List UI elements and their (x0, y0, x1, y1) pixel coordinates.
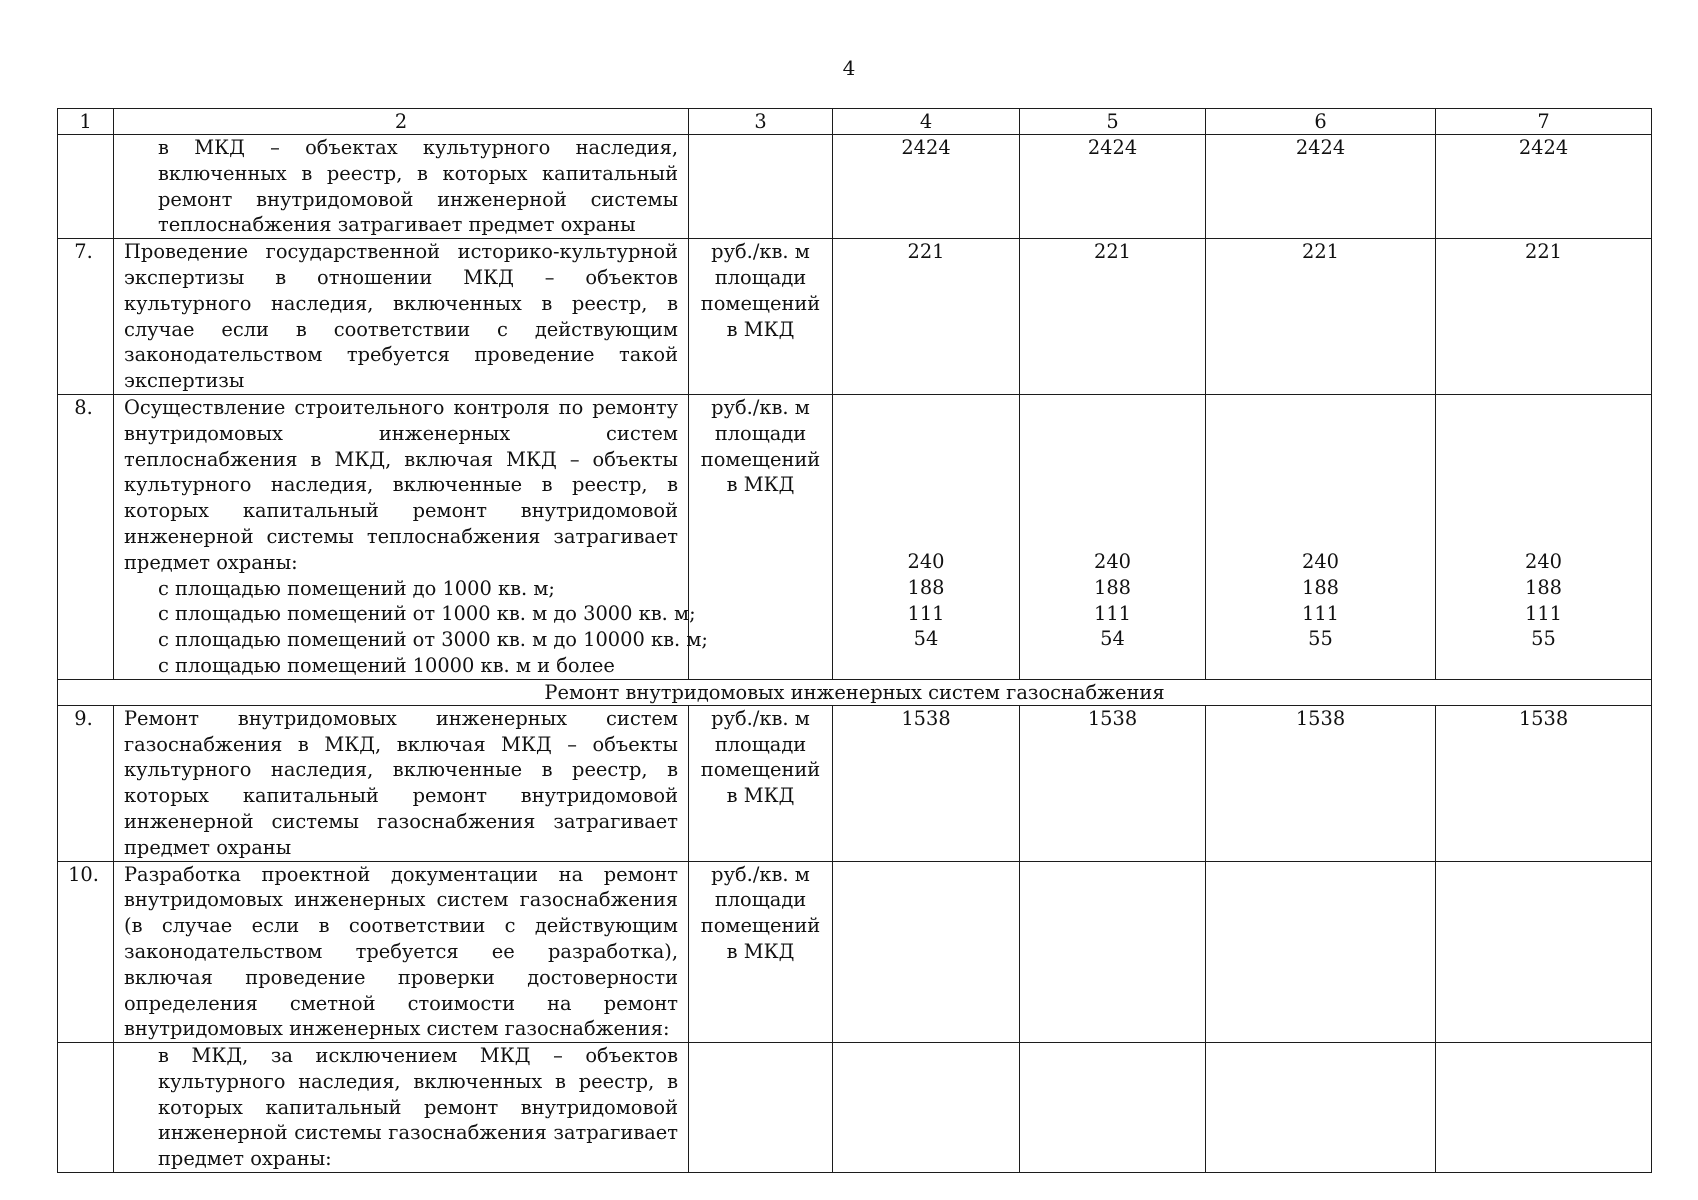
value-cell: 221 (1020, 239, 1206, 395)
value-cell: 55 (1531, 627, 1556, 651)
row-unit (689, 1043, 833, 1173)
value-cell (833, 861, 1020, 1043)
value-cell: 188 (1524, 575, 1562, 599)
value-cell: 1538 (1020, 705, 1206, 861)
header-cell: 3 (689, 109, 833, 135)
value-cell: 2424 (1436, 135, 1652, 239)
header-cell: 4 (833, 109, 1020, 135)
value-cell: 188 (1093, 575, 1131, 599)
table-row (58, 705, 1652, 861)
value-cell (1206, 1043, 1436, 1173)
value-cell (1436, 861, 1652, 1043)
table-row (58, 394, 1652, 679)
row-unit: руб./кв. м площади помещений в МКД (689, 861, 833, 1043)
rates-table (57, 108, 1652, 1173)
row-description: в МКД, за исключением МКД – объектов культурного наследия, включенных в реестр, в которых капитальный ремонт внутридомовой инженерной системы газоснабжения затрагивает предмет охраны: (114, 1043, 689, 1173)
value-cell: 111 (1524, 601, 1562, 625)
value-cell: 1538 (1436, 705, 1652, 861)
row-description-cell (114, 394, 708, 679)
value-cell: 240 (1301, 549, 1339, 573)
row-number: 9. (58, 705, 114, 861)
table-row (58, 861, 1652, 1043)
row-unit: руб./кв. м площади помещений в МКД (689, 394, 833, 679)
section-heading: Ремонт внутридомовых инженерных систем газоснабжения (58, 679, 1652, 705)
row-number: 7. (58, 239, 114, 395)
header-cell: 2 (114, 109, 689, 135)
row-unit (689, 135, 833, 239)
sub-item-label: с площадью помещений от 3000 кв. м до 10000 кв. м; (158, 628, 708, 652)
sub-item-label: с площадью помещений 10000 кв. м и более (158, 653, 615, 677)
value-cell: 240 (1093, 549, 1131, 573)
sub-item-label: с площадью помещений от 1000 кв. м до 3000 кв. м; (158, 602, 696, 626)
value-cell: 221 (1206, 239, 1436, 395)
header-cell: 7 (1436, 109, 1652, 135)
value-cell (1020, 1043, 1206, 1173)
value-cell: 1538 (1206, 705, 1436, 861)
table-row (58, 135, 1652, 239)
table-row (58, 1043, 1652, 1173)
row-description: Проведение государственной историко-культурной экспертизы в отношении МКД – объектов культурного наследия, включенных в реестр, в случае если в соответствии с действующим законодательством требуется проведение такой экспертизы (114, 239, 689, 395)
row-number: 8. (58, 394, 114, 679)
value-cell: 111 (1301, 601, 1339, 625)
sub-item-label: с площадью помещений до 1000 кв. м; (158, 576, 555, 600)
table-row (58, 239, 1652, 395)
value-cell: 240 (907, 549, 945, 573)
value-column (1436, 394, 1652, 679)
value-cell: 54 (1100, 627, 1125, 651)
value-cell: 188 (907, 575, 945, 599)
value-cell (1206, 861, 1436, 1043)
value-cell: 2424 (1206, 135, 1436, 239)
value-cell: 2424 (833, 135, 1020, 239)
row-description: Разработка проектной документации на ремонт внутридомовых инженерных систем газоснабжения (в случае если в соответствии с действующим законодательством требуется ее разработка), включая проведение проверки достоверности определения сметной стоимости на ремонт внутридомовых инженерных систем газоснабжения: (114, 861, 689, 1043)
table-header-row (58, 109, 1652, 135)
value-cell: 240 (1524, 549, 1562, 573)
header-cell: 5 (1020, 109, 1206, 135)
value-column (1206, 394, 1436, 679)
value-column (833, 394, 1020, 679)
value-cell: 2424 (1020, 135, 1206, 239)
section-heading-row (58, 679, 1652, 705)
value-cell: 55 (1308, 627, 1333, 651)
header-cell: 1 (58, 109, 114, 135)
value-cell (1436, 1043, 1652, 1173)
row-number: 10. (58, 861, 114, 1043)
value-cell: 188 (1301, 575, 1339, 599)
value-cell: 221 (1436, 239, 1652, 395)
row-unit: руб./кв. м площади помещений в МКД (689, 239, 833, 395)
value-cell: 111 (1093, 601, 1131, 625)
value-cell (1020, 861, 1206, 1043)
row-description: Осуществление строительного контроля по ремонту внутридомовых инженерных систем теплоснабжения в МКД, включая МКД – объекты культурного наследия, включенные в реестр, в которых капитальный ремонт внутридомовой инженерной системы теплоснабжения затрагивает предмет охраны: (124, 395, 678, 574)
row-description: в МКД – объектах культурного наследия, включенных в реестр, в которых капитальный ремонт внутридомовой инженерной системы теплоснабжения затрагивает предмет охраны (114, 135, 689, 239)
page-number: 4 (842, 56, 856, 80)
row-number (58, 135, 114, 239)
header-cell: 6 (1206, 109, 1436, 135)
value-cell (833, 1043, 1020, 1173)
value-cell: 1538 (833, 705, 1020, 861)
row-description: Ремонт внутридомовых инженерных систем газоснабжения в МКД, включая МКД – объекты культурного наследия, включенные в реестр, в которых капитальный ремонт внутридомовой инженерной системы газоснабжения затрагивает предмет охраны (114, 705, 689, 861)
row-number (58, 1043, 114, 1173)
value-cell: 221 (833, 239, 1020, 395)
value-cell: 54 (913, 627, 939, 651)
row-unit: руб./кв. м площади помещений в МКД (689, 705, 833, 861)
value-cell: 111 (907, 601, 945, 625)
value-column (1020, 394, 1206, 679)
